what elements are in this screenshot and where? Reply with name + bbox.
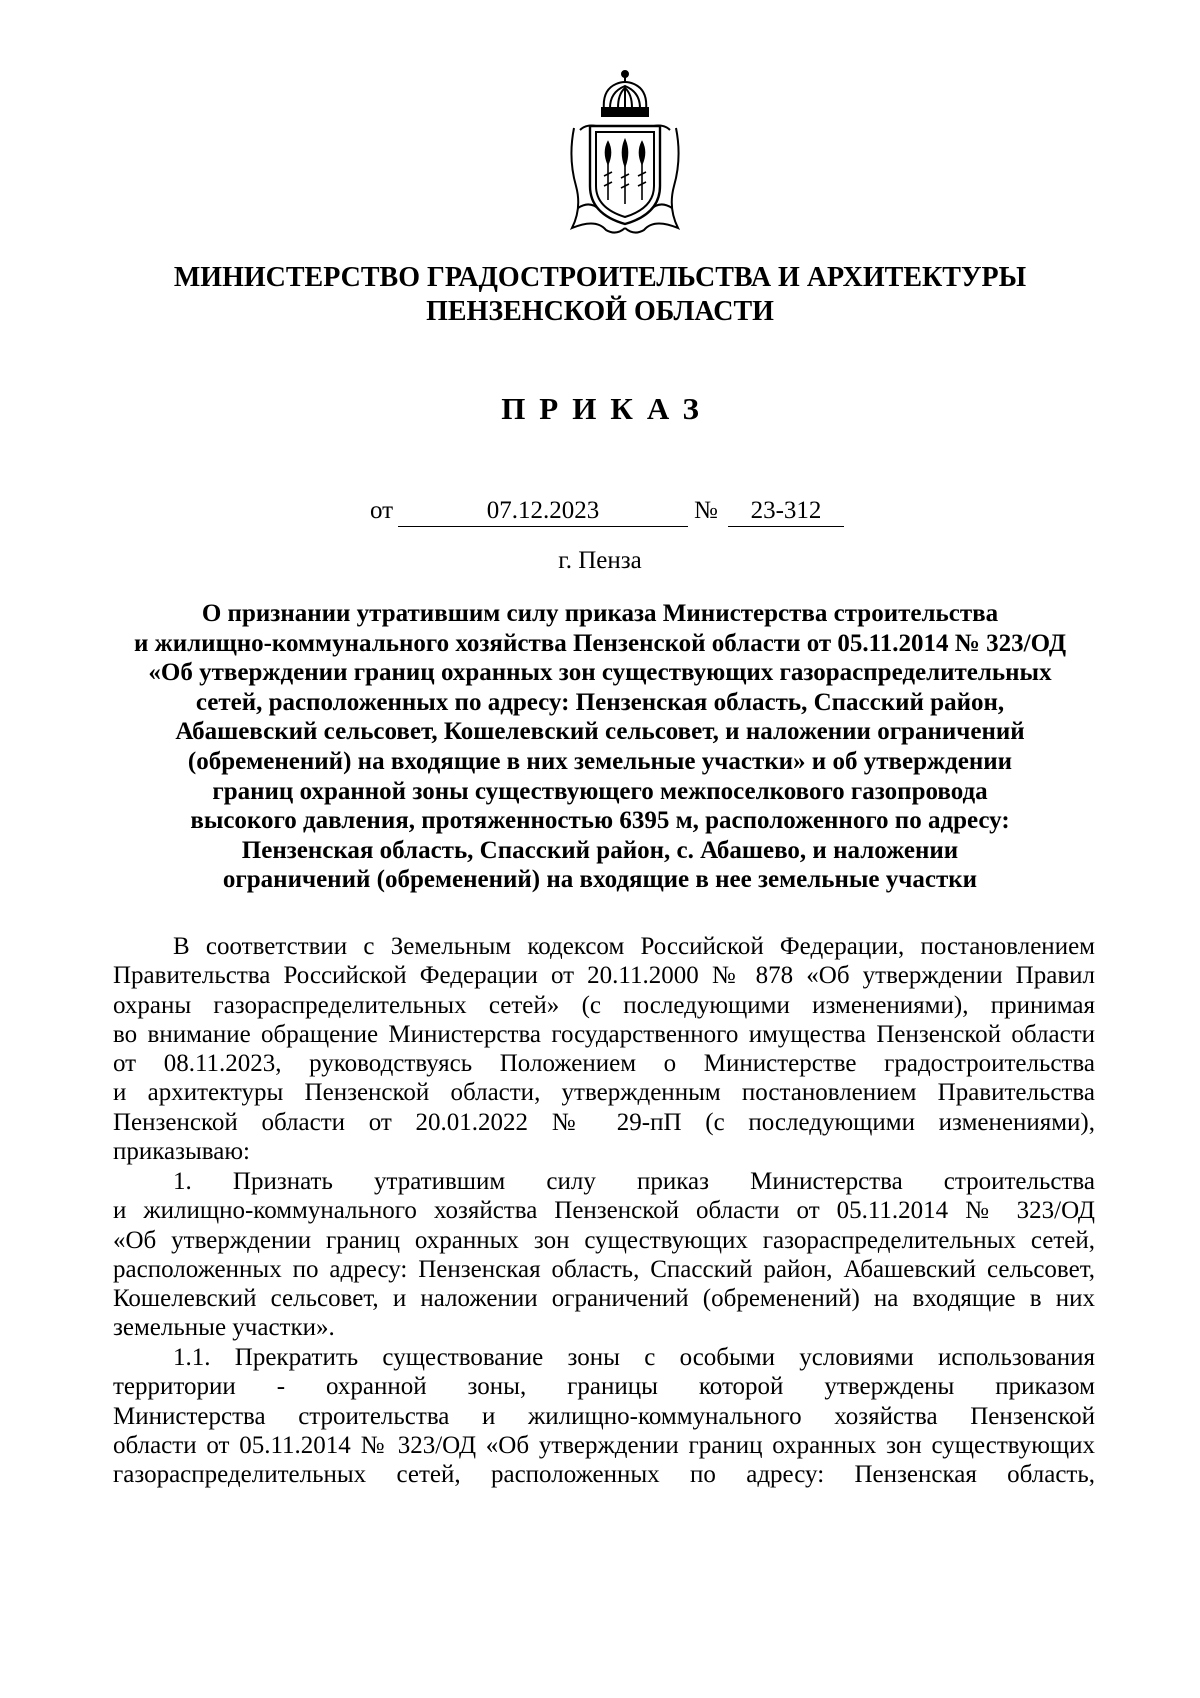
body-line: «Об утверждении границ охранных зон существующих газораспределительных сетей, [113,1226,1095,1254]
heading-line: сетей, расположенных по адресу: Пензенская область, Спасский район, [195,688,1005,716]
order-date-number-row [0,497,1200,533]
body-line: земельные участки». [113,1314,335,1342]
body-line: приказываю: [113,1138,250,1166]
body-line: расположенных по адресу: Пензенская область, Спасский район, Абашевский сельсовет, [113,1255,1095,1283]
body-line: 1.1. Прекратить существование зоны с особыми условиями использования [173,1344,1095,1371]
city-line: г. Пенза [558,547,642,574]
coat-of-arms-emblem [566,68,684,236]
body-line: территории - охранной зоны, границы которой утверждены приказом [113,1373,1095,1401]
heading-line: высокого давления, протяженностью 6395 м, расположенного по адресу: [190,807,1010,835]
order-heading [0,599,1200,895]
body-line: Пензенской области от 20.01.2022 № 29-пП (с последующими изменениями), [113,1108,1095,1136]
body-line: охраны газораспределительных сетей» (с последующими изменениями), принимая [113,991,1095,1019]
body-line: Правительства Российской Федерации от 20.11.2000 № 878 «Об утверждении Правил [113,962,1095,990]
date-prefix: от [370,497,394,524]
body-line: 1. Признать утратившим силу приказ Министерства строительства [173,1168,1095,1195]
heading-line: (обременений) на входящие в них земельные участки» и об утверждении [187,747,1013,775]
item-1-paragraph [113,1167,1095,1343]
heading-line: и жилищно-коммунального хозяйства Пензенской области от 05.11.2014 № 323/ОД [133,629,1067,657]
body-line: газораспределительных сетей, расположенных по адресу: Пензенская область, [113,1461,1095,1489]
heading-line: Пензенская область, Спасский район, с. Абашево, и наложении [241,836,959,864]
body-line: Кошелевский сельсовет, и наложении ограничений (обременений) на входящие в них [113,1285,1095,1313]
body-line: во внимание обращение Министерства государственного имущества Пензенской области [113,1020,1095,1048]
body-line: от 08.11.2023, руководствуясь Положением о Министерстве градостроительства [113,1050,1095,1078]
heading-line: Абашевский сельсовет, Кошелевский сельсовет, и наложении ограничений [175,718,1025,746]
heading-line: «Об утверждении границ охранных зон существующих газораспределительных [148,659,1052,687]
order-date: 07.12.2023 [398,497,688,527]
body-line: области от 05.11.2014 № 323/ОД «Об утверждении границ охранных зон существующих [113,1431,1095,1459]
body-line: и архитектуры Пензенской области, утвержденным постановлением Правительства [113,1079,1095,1107]
document-type-title: ПРИКАЗ [501,391,713,426]
order-number: 23-312 [728,497,844,527]
body-line: и жилищно-коммунального хозяйства Пензенской области от 05.11.2014 № 323/ОД [113,1197,1095,1225]
item-1-1-paragraph [113,1343,1095,1489]
body-line: Министерства строительства и жилищно-коммунального хозяйства Пензенской [113,1402,1095,1430]
ministry-name-line-2: ПЕНЗЕНСКОЙ ОБЛАСТИ [426,296,774,327]
number-sign: № [694,497,718,524]
heading-line: О признании утратившим силу приказа Министерства строительства [201,600,999,627]
body-line: В соответствии с Земельным кодексом Российской Федерации, постановлением [173,933,1095,960]
heading-line: границ охранной зоны существующего межпоселкового газопровода [212,777,988,805]
heading-line: ограничений (обременений) на входящие в нее земельные участки [222,866,978,894]
preamble-paragraph [113,932,1095,1166]
ministry-name-line-1: МИНИСТЕРСТВО ГРАДОСТРОИТЕЛЬСТВА И АРХИТЕКТУРЫ [173,262,1027,293]
